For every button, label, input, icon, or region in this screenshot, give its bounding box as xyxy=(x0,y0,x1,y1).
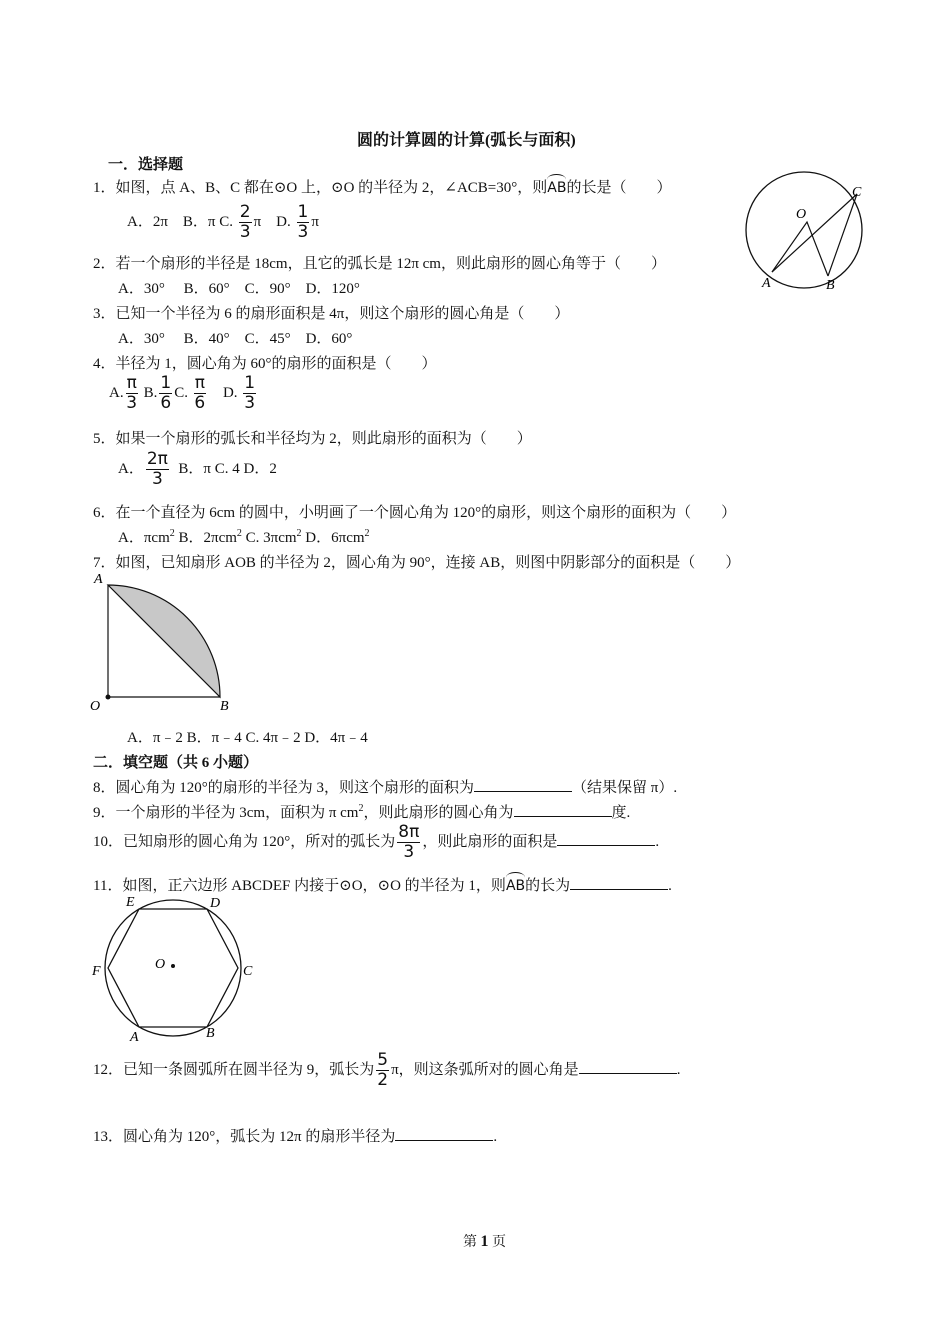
question-7: 7．如图，已知扇形 AOB 的半径为 2，圆心角为 90°，连接 AB，则图中阴影部分的面积是（ ） xyxy=(93,555,741,571)
answer-blank[interactable] xyxy=(514,802,612,817)
figure-sector-aob xyxy=(88,570,238,718)
label-f: F xyxy=(92,964,101,979)
question-10: 10．已知扇形的圆心角为 120°，所对的弧长为 $\frac{8\pi}{3}$ ，则此扇形的面积是 . xyxy=(93,822,660,862)
question-4: 4．半径为 1，圆心角为 60°的扇形的面积是（ ） xyxy=(93,356,437,372)
q3-options: A．30° B．40° C．45° D．60° xyxy=(118,331,353,347)
label-e: E xyxy=(126,895,135,910)
q5-option-a: A． xyxy=(118,460,144,477)
q4-option-b: B. xyxy=(143,384,158,401)
q5-options xyxy=(118,450,277,489)
answer-blank[interactable] xyxy=(579,1059,677,1074)
label-o: O xyxy=(796,207,807,222)
q4-option-a: A. xyxy=(109,384,124,401)
label-a: A xyxy=(94,572,103,587)
label-a: A xyxy=(130,1030,139,1043)
answer-blank[interactable] xyxy=(570,875,668,890)
question-6: 6．在一个直径为 6cm 的圆中，小明画了一个圆心角为 120°的扇形，则这个扇形的面积为（ ） xyxy=(93,505,737,521)
q1-option-b: B．π C. xyxy=(182,214,233,230)
fraction: $\frac{2}{3}$ xyxy=(239,202,251,243)
label-o: O xyxy=(90,699,101,714)
fraction: $\frac{8\pi}{3}$ xyxy=(398,822,420,862)
label-d: D xyxy=(210,896,221,911)
question-3: 3．已知一个半径为 6 的扇形面积是 4π，则这个扇形的圆心角是（ ） xyxy=(93,306,570,322)
fraction: $\frac{2\pi}{3}$ xyxy=(146,449,168,489)
q6-options: A．πcm$^2$ B．2πcm$^2$ C. 3πcm$^2$ D．6πcm$^2$ xyxy=(118,528,370,546)
fraction: $\frac{1}{3}$ xyxy=(297,202,309,243)
label-c: C xyxy=(852,185,862,200)
q7-options: A．π﹣2 B．π﹣4 C. 4π﹣2 D．4π﹣4 xyxy=(127,730,368,746)
arc-ab: AB xyxy=(506,874,525,894)
question-8: 8．圆心角为 120°的扇形的半径为 3，则这个扇形的面积为 （结果保留 π）. xyxy=(93,776,677,797)
pi-symbol: π xyxy=(311,214,319,230)
question-13: 13．圆心角为 120°，弧长为 12π 的扇形半径为 . xyxy=(93,1125,497,1146)
section-heading-fill: 二．填空题（共 6 小题） xyxy=(93,755,259,771)
q1-option-a: A．2π xyxy=(127,214,168,230)
fraction: $\frac{5}{2}$ xyxy=(377,1050,389,1090)
label-b: B xyxy=(826,278,835,293)
q4-option-d: D. xyxy=(222,384,238,401)
fraction: $\frac{\pi}{3}$ xyxy=(126,373,138,413)
q4-option-c: C. xyxy=(174,384,188,401)
figure-hexagon xyxy=(88,893,263,1043)
label-o: O xyxy=(155,957,166,972)
arc-ab: AB xyxy=(547,176,566,196)
section-heading-choice: 一．选择题 xyxy=(108,157,184,173)
question-11: 11．如图，正六边形 ABCDEF 内接于⊙O，⊙O 的半径为 1，则AB的长为 . xyxy=(93,874,672,895)
page-number: 1 xyxy=(480,1233,489,1250)
q4-options xyxy=(109,374,258,413)
q2-options: A．30° B．60° C．90° D．120° xyxy=(118,281,360,297)
pi-symbol: π xyxy=(253,214,262,230)
page-title: 圆的计算圆的计算(弧长与面积) xyxy=(357,132,576,149)
label-a: A xyxy=(762,276,771,291)
fraction: $\frac{\pi}{6}$ xyxy=(194,373,206,413)
answer-blank[interactable] xyxy=(557,831,655,846)
q1-option-d: D. xyxy=(276,214,291,230)
question-12: 12．已知一条圆弧所在圆半径为 9，弧长为 $\frac{5}{2}$ π，则这条弧所对的圆心角是 . xyxy=(93,1050,681,1090)
answer-blank[interactable] xyxy=(474,777,572,792)
q5-options-rest: B．π C. 4 D．2 xyxy=(178,460,277,477)
page-footer: 第 1 页 xyxy=(463,1233,506,1250)
label-c: C xyxy=(243,964,253,979)
q1-text-end: 的长是（ ） xyxy=(566,180,672,196)
figure-circle-abc xyxy=(740,170,870,295)
q1-text: 1．如图，点 A、B、C 都在⊙O 上，⊙O 的半径为 2，∠ACB=30°，则 xyxy=(93,180,548,196)
fraction: $\frac{1}{3}$ xyxy=(244,373,256,413)
label-b: B xyxy=(220,699,229,714)
question-2: 2．若一个扇形的半径是 18cm，且它的弧长是 12π cm，则此扇形的圆心角等于（ ） xyxy=(93,256,666,272)
question-1 xyxy=(93,176,671,197)
fraction: $\frac{1}{6}$ xyxy=(160,373,172,413)
label-b: B xyxy=(206,1026,215,1041)
question-9: 9．一个扇形的半径为 3cm，面积为 π $cm^2$，则此扇形的圆心角为 度. xyxy=(93,803,631,821)
question-5: 5．如果一个扇形的弧长和半径均为 2，则此扇形的面积为（ ） xyxy=(93,431,532,447)
answer-blank[interactable] xyxy=(395,1126,493,1141)
q1-options xyxy=(127,202,319,242)
